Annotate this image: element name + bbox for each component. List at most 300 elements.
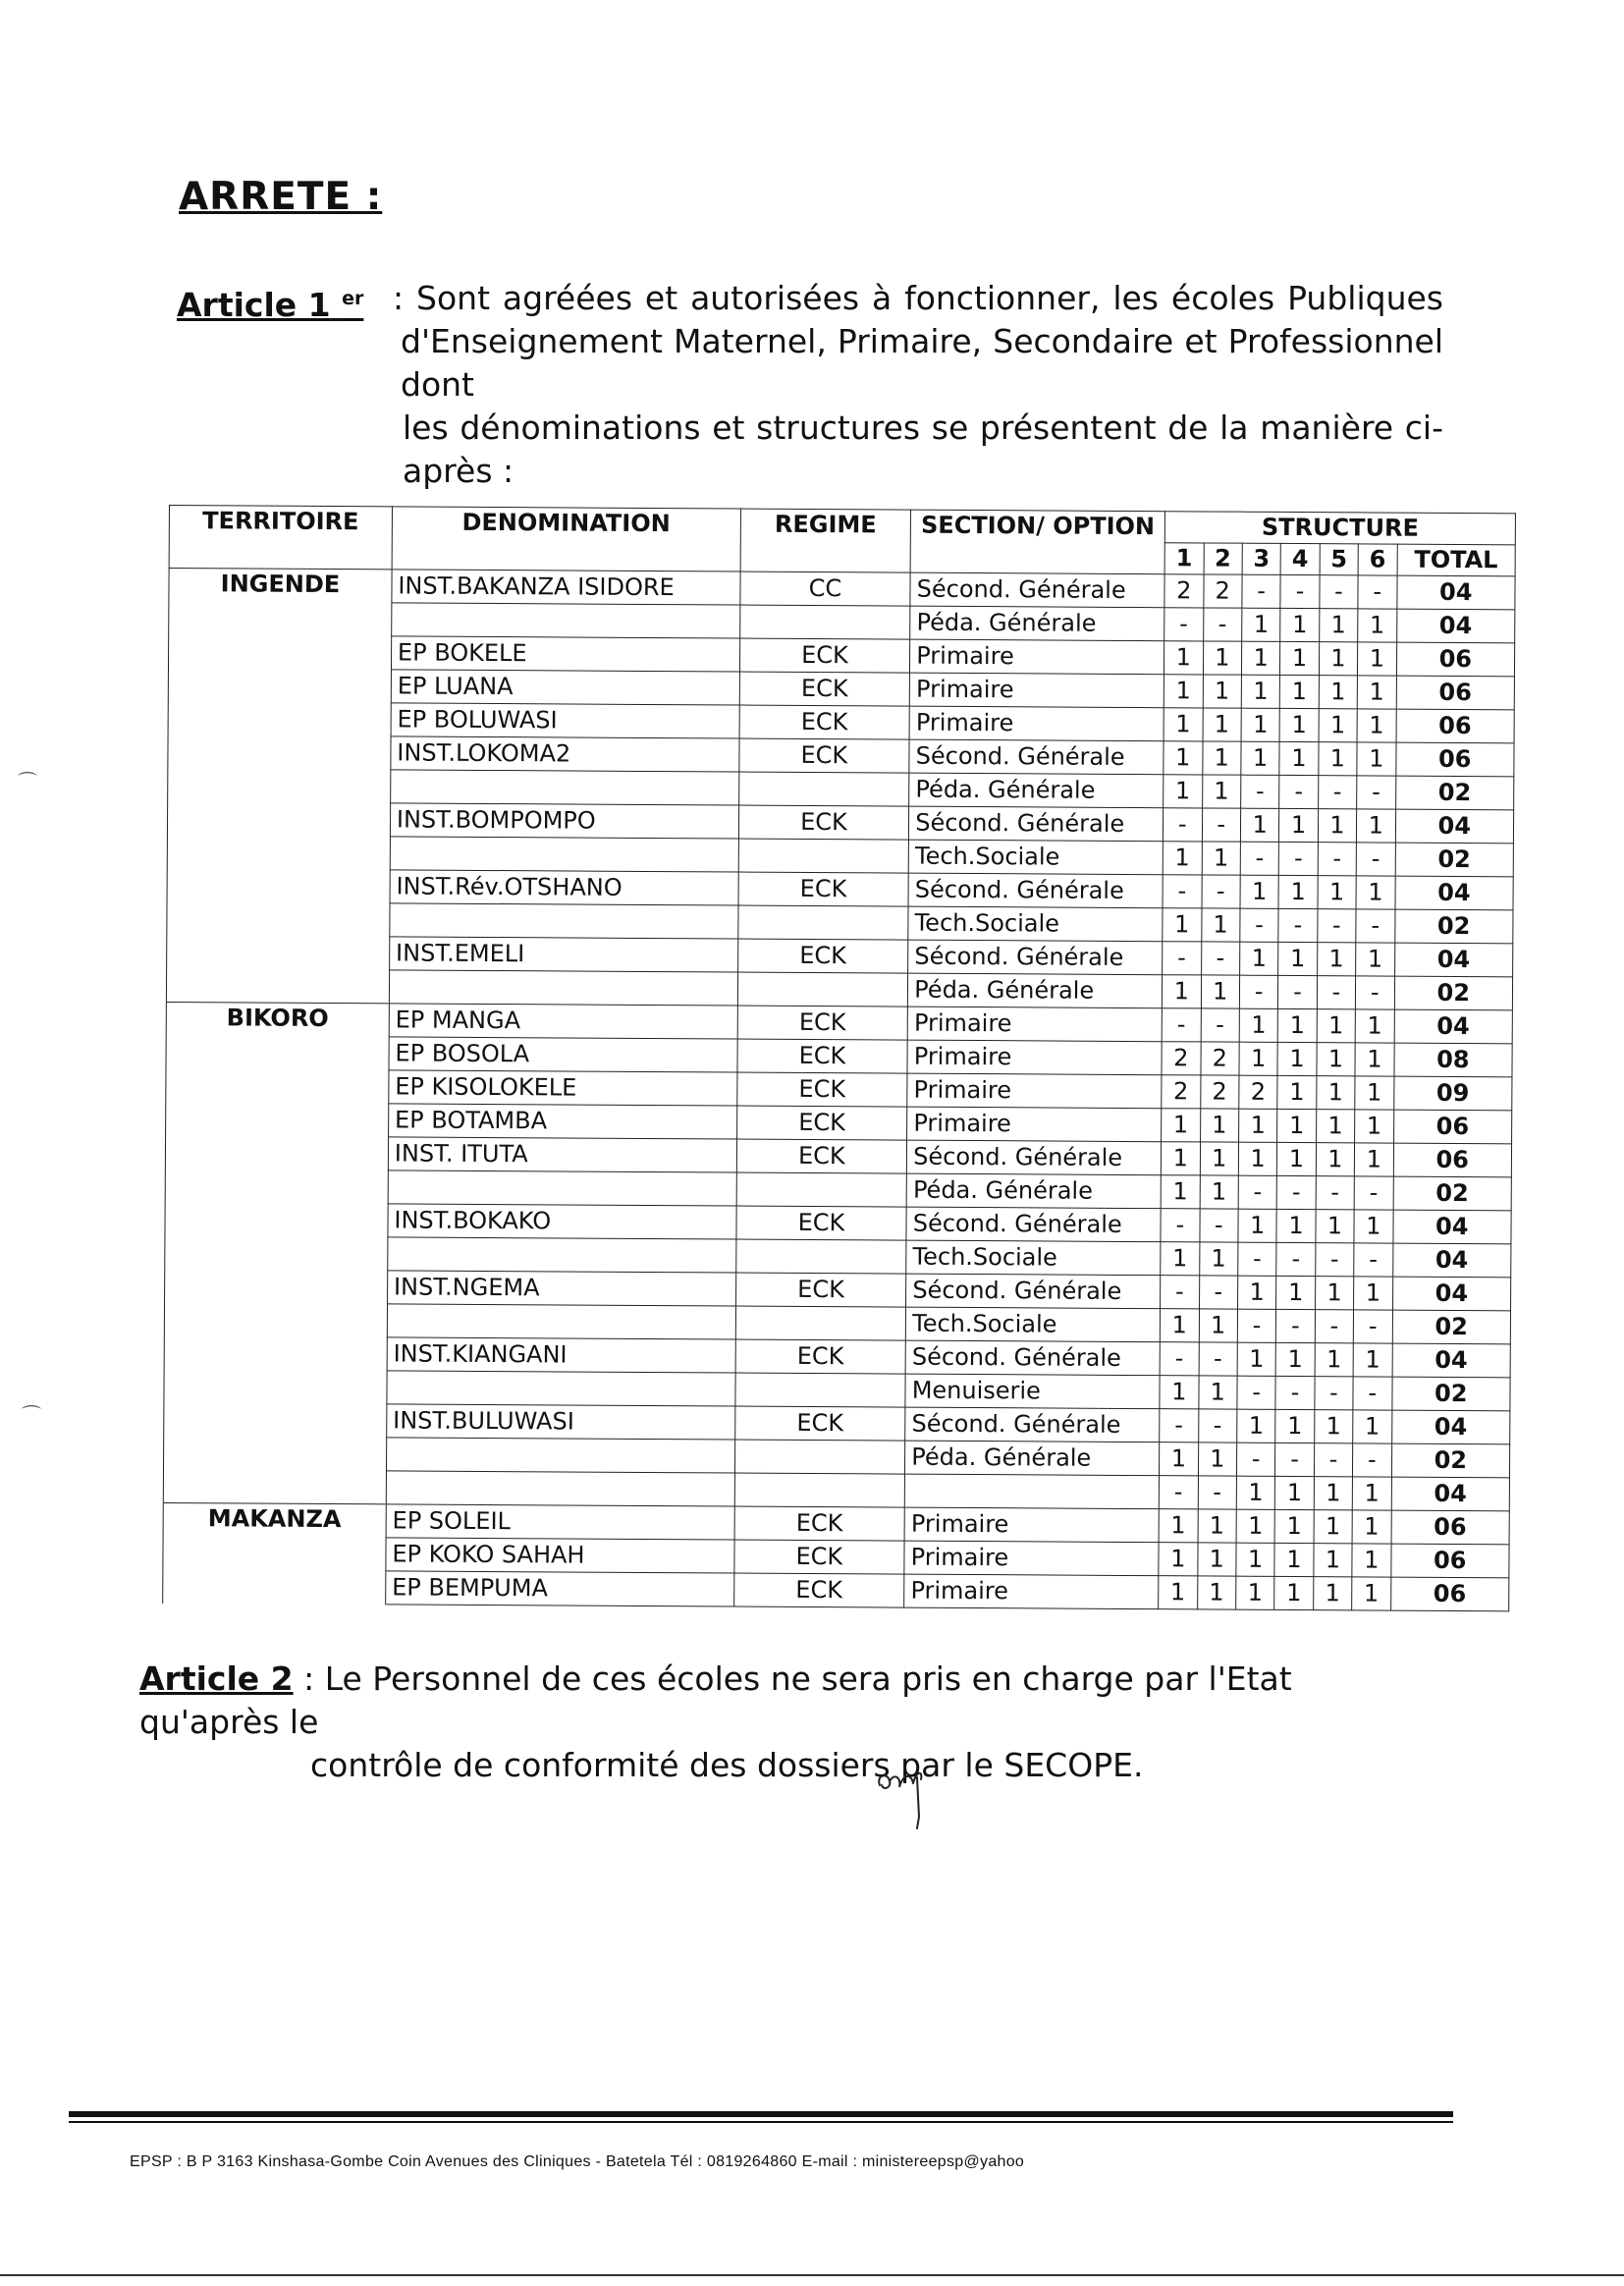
level-2-cell: 1 (1197, 1576, 1236, 1609)
regime-cell: ECK (738, 805, 909, 840)
level-6-cell: 1 (1352, 1544, 1391, 1577)
level-3-cell: 1 (1237, 1409, 1276, 1442)
level-6-cell: - (1353, 1310, 1392, 1343)
level-5-cell: 1 (1315, 1277, 1354, 1310)
level-5-cell: - (1314, 1443, 1353, 1477)
level-4-cell: - (1279, 842, 1319, 875)
header-level-6: 6 (1358, 544, 1397, 575)
schools-table-body (163, 569, 1515, 1611)
level-1-cell: 1 (1163, 908, 1202, 942)
level-2-cell: - (1203, 608, 1242, 641)
regime-cell (735, 1306, 906, 1340)
section-cell: Péda. Générale (905, 1441, 1160, 1476)
level-4-cell: 1 (1275, 1409, 1315, 1442)
article-2-line-1: : Le Personnel de ces écoles ne sera pris en charge par l'Etat qu'après le (139, 1660, 1292, 1741)
table-row (163, 1502, 1509, 1544)
regime-cell: ECK (737, 1006, 908, 1040)
level-2-cell: - (1202, 808, 1241, 842)
denomination-cell: EP KISOLOKELE (389, 1070, 737, 1106)
level-4-cell: - (1279, 775, 1319, 808)
header-level-4: 4 (1280, 543, 1320, 574)
level-3-cell: - (1237, 1376, 1276, 1409)
level-4-cell: - (1276, 1175, 1316, 1209)
level-3-cell: 1 (1238, 1109, 1277, 1142)
total-cell: 04 (1392, 1243, 1511, 1278)
section-cell: Sécond. Générale (906, 1207, 1161, 1242)
denomination-cell: INST.BOKAKO (388, 1204, 736, 1239)
level-2-cell: - (1199, 1209, 1238, 1242)
article-2-label: Article 2 (139, 1660, 294, 1698)
level-1-cell: - (1163, 942, 1202, 975)
level-6-cell: - (1353, 1443, 1392, 1477)
section-cell: Primaire (910, 639, 1164, 675)
regime-cell: ECK (739, 672, 910, 706)
level-3-cell: 1 (1240, 875, 1279, 908)
level-3-cell: 1 (1238, 1142, 1277, 1175)
page-heading: ARRETE : (179, 175, 383, 219)
regime-cell: ECK (736, 1106, 907, 1140)
table-row (169, 569, 1515, 610)
section-cell: Sécond. Générale (907, 1140, 1162, 1175)
section-cell: Primaire (904, 1541, 1159, 1576)
level-4-cell: - (1278, 975, 1318, 1008)
total-cell: 02 (1395, 776, 1514, 810)
denomination-cell (389, 970, 737, 1006)
level-6-cell: 1 (1356, 876, 1395, 909)
regime-cell: ECK (739, 705, 910, 739)
total-cell: 09 (1393, 1076, 1512, 1111)
level-3-cell: 2 (1239, 1075, 1278, 1109)
level-3-cell: 1 (1240, 808, 1279, 842)
level-6-cell: - (1358, 575, 1397, 609)
level-4-cell: 1 (1277, 1008, 1317, 1042)
level-6-cell: 1 (1355, 1009, 1394, 1043)
level-2-cell: 1 (1199, 1309, 1238, 1342)
level-2-cell: 1 (1197, 1543, 1236, 1576)
regime-cell: ECK (736, 1139, 907, 1173)
total-cell: 08 (1393, 1043, 1512, 1077)
level-3-cell: 1 (1239, 1008, 1278, 1042)
level-4-cell: 1 (1276, 1209, 1316, 1242)
level-1-cell: 1 (1159, 1543, 1198, 1576)
section-cell: Sécond. Générale (905, 1340, 1160, 1376)
level-5-cell: - (1318, 776, 1357, 809)
level-1-cell: - (1159, 1476, 1198, 1509)
regime-cell: ECK (735, 1273, 906, 1307)
level-6-cell: - (1356, 976, 1395, 1009)
level-3-cell: - (1242, 574, 1281, 608)
level-6-cell: 1 (1358, 609, 1397, 642)
level-3-cell: 1 (1236, 1509, 1275, 1543)
territoire-cell: BIKORO (163, 1002, 389, 1503)
denomination-cell (392, 603, 740, 638)
denomination-cell: EP BOLUWASI (391, 703, 739, 738)
level-1-cell: 2 (1162, 1075, 1201, 1109)
section-cell: Primaire (907, 1073, 1162, 1109)
level-6-cell: 1 (1355, 1043, 1394, 1076)
schools-table (162, 505, 1516, 1611)
level-3-cell: 1 (1241, 641, 1280, 675)
regime-cell: ECK (733, 1540, 904, 1574)
level-2-cell: 1 (1198, 1376, 1237, 1409)
level-6-cell: - (1354, 1176, 1393, 1210)
level-4-cell: 1 (1276, 1276, 1316, 1309)
total-cell: 04 (1392, 1210, 1511, 1244)
total-cell: 06 (1391, 1510, 1510, 1545)
level-3-cell: 1 (1236, 1476, 1275, 1509)
total-cell: 04 (1395, 809, 1514, 844)
level-1-cell: 1 (1164, 641, 1204, 675)
total-cell: 02 (1391, 1443, 1510, 1478)
level-2-cell: 1 (1201, 908, 1240, 942)
level-5-cell: - (1316, 1176, 1355, 1210)
denomination-cell (388, 1170, 736, 1206)
level-4-cell: - (1276, 1242, 1316, 1276)
level-2-cell: - (1198, 1476, 1237, 1509)
level-6-cell: 1 (1354, 1143, 1393, 1176)
section-cell: Sécond. Générale (908, 873, 1163, 908)
level-1-cell: 1 (1159, 1576, 1198, 1609)
header-total: TOTAL (1397, 544, 1516, 576)
level-6-cell: 1 (1355, 1110, 1394, 1143)
denomination-cell (390, 837, 738, 872)
regime-cell (734, 1473, 905, 1507)
regime-cell: ECK (739, 638, 910, 673)
level-4-cell: 1 (1279, 708, 1319, 741)
total-cell: 04 (1392, 1343, 1511, 1378)
level-3-cell: 1 (1239, 942, 1278, 975)
section-cell: Primaire (907, 1040, 1162, 1075)
level-5-cell: - (1318, 909, 1357, 943)
section-cell: Primaire (904, 1507, 1159, 1543)
level-1-cell: 1 (1161, 1142, 1200, 1175)
article-2 (139, 1658, 1406, 1787)
denomination-cell: EP BOTAMBA (388, 1104, 736, 1139)
level-1-cell: 1 (1164, 741, 1203, 775)
level-4-cell: 1 (1278, 942, 1318, 975)
denomination-cell: INST.KIANGANI (387, 1337, 735, 1373)
level-2-cell: - (1198, 1409, 1237, 1442)
level-4-cell: 1 (1280, 675, 1320, 708)
level-2-cell: 1 (1201, 975, 1240, 1008)
footer-rule-thin (69, 2121, 1453, 2123)
level-2-cell: 1 (1202, 842, 1241, 875)
level-1-cell: - (1164, 808, 1203, 842)
level-6-cell: 1 (1352, 1477, 1391, 1510)
total-cell: 06 (1390, 1544, 1509, 1578)
level-1-cell: 1 (1160, 1309, 1199, 1342)
regime-cell: ECK (733, 1573, 904, 1607)
level-4-cell: - (1280, 574, 1320, 608)
regime-cell: ECK (738, 872, 909, 906)
level-5-cell: 1 (1314, 1410, 1353, 1443)
level-3-cell: 1 (1241, 708, 1280, 741)
level-2-cell: 1 (1200, 1142, 1239, 1175)
level-5-cell: 1 (1314, 1544, 1353, 1577)
level-1-cell: 1 (1161, 1175, 1200, 1209)
section-cell: Péda. Générale (910, 606, 1164, 641)
level-2-cell: 1 (1202, 741, 1241, 775)
total-cell: 02 (1393, 1176, 1512, 1211)
total-cell: 06 (1390, 1577, 1509, 1611)
level-1-cell: 1 (1164, 775, 1203, 808)
regime-cell (735, 1239, 906, 1274)
level-6-cell: 1 (1354, 1277, 1393, 1310)
level-4-cell: 1 (1279, 808, 1319, 842)
section-cell: Tech.Sociale (906, 1307, 1161, 1342)
level-4-cell: 1 (1275, 1342, 1315, 1376)
level-1-cell: - (1164, 608, 1204, 641)
regime-cell (738, 772, 909, 806)
regime-cell: ECK (735, 1339, 906, 1374)
level-3-cell: - (1238, 1242, 1277, 1276)
total-cell: 06 (1393, 1110, 1512, 1144)
total-cell: 04 (1391, 1477, 1510, 1511)
section-cell: Primaire (909, 673, 1164, 708)
regime-cell (737, 972, 908, 1007)
level-2-cell: 1 (1203, 641, 1242, 675)
level-2-cell: 2 (1200, 1075, 1239, 1109)
denomination-cell (390, 903, 738, 939)
level-6-cell: - (1354, 1243, 1393, 1277)
regime-cell: ECK (736, 1072, 907, 1107)
section-cell: Sécond. Générale (906, 1274, 1161, 1309)
section-cell: Sécond. Générale (905, 1407, 1160, 1442)
section-cell: Tech.Sociale (906, 1240, 1161, 1276)
header-level-2: 2 (1204, 543, 1243, 574)
level-3-cell: 1 (1239, 1042, 1278, 1075)
level-5-cell: 1 (1318, 809, 1357, 843)
level-2-cell: - (1202, 875, 1241, 908)
level-5-cell: 1 (1316, 1143, 1355, 1176)
level-5-cell: 1 (1317, 943, 1356, 976)
denomination-cell: INST.BAKANZA ISIDORE (392, 570, 740, 605)
footer-rule (69, 2111, 1453, 2117)
level-4-cell: - (1275, 1442, 1315, 1476)
total-cell: 04 (1392, 1277, 1511, 1311)
section-cell (905, 1474, 1160, 1509)
section-cell: Sécond. Générale (909, 739, 1164, 775)
level-2-cell: - (1199, 1342, 1238, 1376)
header-territoire: TERRITOIRE (169, 506, 392, 570)
level-1-cell: - (1161, 1276, 1200, 1309)
level-4-cell: 1 (1279, 741, 1319, 775)
level-2-cell: - (1199, 1276, 1238, 1309)
total-cell: 06 (1396, 709, 1515, 743)
level-4-cell: 1 (1280, 641, 1320, 675)
total-cell: 02 (1394, 909, 1513, 944)
level-2-cell: 1 (1203, 675, 1242, 708)
regime-cell (736, 1172, 907, 1207)
level-1-cell: 1 (1160, 1442, 1199, 1476)
level-5-cell: 1 (1314, 1510, 1353, 1544)
level-3-cell: 1 (1236, 1543, 1275, 1576)
section-cell: Sécond. Générale (908, 940, 1163, 975)
article-1-line-1: : Sont agréées et autorisées à fonctionner, les écoles Publiques (393, 279, 1443, 317)
level-4-cell: 1 (1278, 875, 1318, 908)
total-cell: 04 (1396, 609, 1515, 643)
level-5-cell: 1 (1315, 1343, 1354, 1377)
level-3-cell: - (1240, 842, 1279, 875)
denomination-cell (387, 1304, 735, 1339)
level-6-cell: 1 (1352, 1510, 1391, 1544)
total-cell: 02 (1394, 976, 1513, 1010)
article-2-line-2: contrôle de conformité des dossiers par le SECOPE. (310, 1746, 1144, 1784)
level-4-cell: 1 (1274, 1543, 1314, 1576)
level-3-cell: 1 (1241, 741, 1280, 775)
level-5-cell: 1 (1319, 609, 1358, 642)
level-6-cell: 1 (1357, 676, 1396, 709)
total-cell: 02 (1392, 1310, 1511, 1344)
header-level-3: 3 (1242, 543, 1281, 574)
level-1-cell: 2 (1164, 574, 1204, 608)
level-4-cell: 1 (1277, 1109, 1317, 1142)
level-4-cell: 1 (1275, 1476, 1315, 1509)
scan-edge-line (0, 2274, 1624, 2276)
section-cell: Primaire (907, 1107, 1162, 1142)
total-cell: 04 (1394, 943, 1513, 977)
denomination-cell: INST.BULUWASI (387, 1404, 735, 1440)
level-2-cell: 1 (1200, 1109, 1239, 1142)
total-cell: 02 (1395, 843, 1514, 877)
level-1-cell: 2 (1162, 1042, 1201, 1075)
level-1-cell: 1 (1163, 842, 1202, 875)
level-2-cell: 1 (1198, 1509, 1237, 1543)
level-4-cell: 1 (1280, 608, 1320, 641)
level-4-cell: 1 (1277, 1142, 1317, 1175)
denomination-cell: EP MANGA (389, 1004, 737, 1039)
level-3-cell: 1 (1242, 608, 1281, 641)
regime-cell (734, 1440, 905, 1474)
section-cell: Primaire (907, 1007, 1162, 1042)
level-5-cell: - (1318, 843, 1357, 876)
level-1-cell: - (1162, 1008, 1201, 1042)
level-6-cell: 1 (1357, 809, 1396, 843)
header-denomination: DENOMINATION (392, 507, 740, 572)
level-5-cell: 1 (1319, 676, 1358, 709)
level-1-cell: - (1163, 875, 1202, 908)
level-5-cell: - (1317, 976, 1356, 1009)
level-5-cell: 1 (1319, 742, 1358, 776)
denomination-cell: EP BEMPUMA (386, 1571, 734, 1606)
total-cell: 04 (1391, 1410, 1510, 1444)
section-cell: Péda. Générale (909, 773, 1164, 808)
level-3-cell: - (1239, 975, 1278, 1008)
regime-cell: ECK (737, 1039, 908, 1073)
level-4-cell: 1 (1274, 1576, 1314, 1609)
level-1-cell: 1 (1162, 1109, 1201, 1142)
header-regime: REGIME (740, 509, 911, 572)
regime-cell: ECK (737, 939, 908, 973)
level-3-cell: - (1240, 908, 1279, 942)
section-cell: Tech.Sociale (908, 906, 1163, 942)
denomination-cell: INST.NGEMA (387, 1271, 735, 1306)
denomination-cell: INST. ITUTA (388, 1137, 736, 1172)
level-1-cell: 1 (1164, 708, 1203, 741)
level-5-cell: 1 (1319, 642, 1358, 676)
denomination-cell (388, 1237, 736, 1273)
section-cell: Péda. Générale (906, 1173, 1161, 1209)
total-cell: 06 (1393, 1143, 1512, 1177)
level-1-cell: - (1160, 1409, 1199, 1442)
total-cell: 04 (1395, 876, 1514, 910)
denomination-cell (386, 1471, 734, 1506)
section-cell: Sécond. Générale (909, 806, 1164, 842)
level-5-cell: 1 (1314, 1477, 1353, 1510)
level-6-cell: 1 (1357, 709, 1396, 742)
level-6-cell: - (1357, 776, 1396, 809)
total-cell: 06 (1395, 742, 1514, 777)
level-5-cell: 1 (1316, 1076, 1355, 1110)
level-4-cell: 1 (1277, 1075, 1317, 1109)
denomination-cell: EP SOLEIL (386, 1504, 734, 1540)
level-2-cell: 1 (1202, 775, 1241, 808)
level-1-cell: - (1161, 1209, 1200, 1242)
level-4-cell: - (1275, 1376, 1315, 1409)
level-2-cell: - (1201, 1008, 1240, 1042)
level-6-cell: 1 (1358, 642, 1397, 676)
level-5-cell: 1 (1313, 1577, 1352, 1610)
level-6-cell: 1 (1352, 1577, 1391, 1610)
level-6-cell: - (1356, 843, 1395, 876)
level-3-cell: 1 (1238, 1209, 1277, 1242)
regime-cell (735, 1373, 906, 1407)
level-5-cell: 1 (1318, 876, 1357, 909)
section-cell: Tech.Sociale (908, 840, 1163, 875)
level-1-cell: 1 (1162, 975, 1201, 1008)
level-5-cell: 1 (1317, 1043, 1356, 1076)
header-level-5: 5 (1320, 544, 1359, 575)
level-2-cell: 1 (1200, 1175, 1239, 1209)
level-2-cell: 2 (1203, 574, 1242, 608)
regime-cell (737, 905, 908, 940)
section-cell: Sécond. Générale (910, 572, 1164, 608)
level-6-cell: 1 (1355, 1076, 1394, 1110)
level-6-cell: 1 (1353, 1410, 1392, 1443)
level-2-cell: 1 (1199, 1242, 1238, 1276)
regime-cell (738, 839, 909, 873)
article-1-line-2: d'Enseignement Maternel, Primaire, Secondaire et Professionnel dont (401, 322, 1443, 404)
article-1-label: Article 1 $^{er}$ (177, 286, 364, 324)
level-5-cell: 1 (1319, 709, 1358, 742)
level-5-cell: 1 (1317, 1009, 1356, 1043)
level-5-cell: - (1315, 1243, 1354, 1277)
denomination-cell: INST.Rév.OTSHANO (390, 870, 738, 905)
total-cell: 04 (1394, 1009, 1513, 1044)
level-1-cell: 1 (1164, 675, 1203, 708)
regime-cell: CC (739, 572, 910, 606)
level-3-cell: 1 (1236, 1576, 1275, 1609)
level-5-cell: 1 (1316, 1110, 1355, 1143)
footer-address: EPSP : B P 3163 Kinshasa-Gombe Coin Avenues des Cliniques - Batetela Tél : 0819264860 E-mail : ministereepsp@yahoo (130, 2153, 1025, 2170)
denomination-cell: INST.LOKOMA2 (391, 736, 739, 772)
regime-cell: ECK (734, 1406, 905, 1441)
level-5-cell: - (1315, 1377, 1354, 1410)
section-cell: Primaire (909, 706, 1164, 741)
territoire-cell: INGENDE (166, 569, 392, 1004)
level-3-cell: - (1238, 1175, 1277, 1209)
level-6-cell: 1 (1353, 1343, 1392, 1377)
signature-initials (874, 1758, 943, 1846)
level-6-cell: 1 (1356, 943, 1395, 976)
level-3-cell: - (1241, 775, 1280, 808)
table-row (166, 1002, 1512, 1043)
level-2-cell: - (1201, 942, 1240, 975)
level-3-cell: 1 (1237, 1276, 1276, 1309)
header-structure: STRUCTURE (1164, 512, 1515, 545)
level-5-cell: 1 (1316, 1210, 1355, 1243)
margin-mark: ⌒ (18, 770, 37, 793)
